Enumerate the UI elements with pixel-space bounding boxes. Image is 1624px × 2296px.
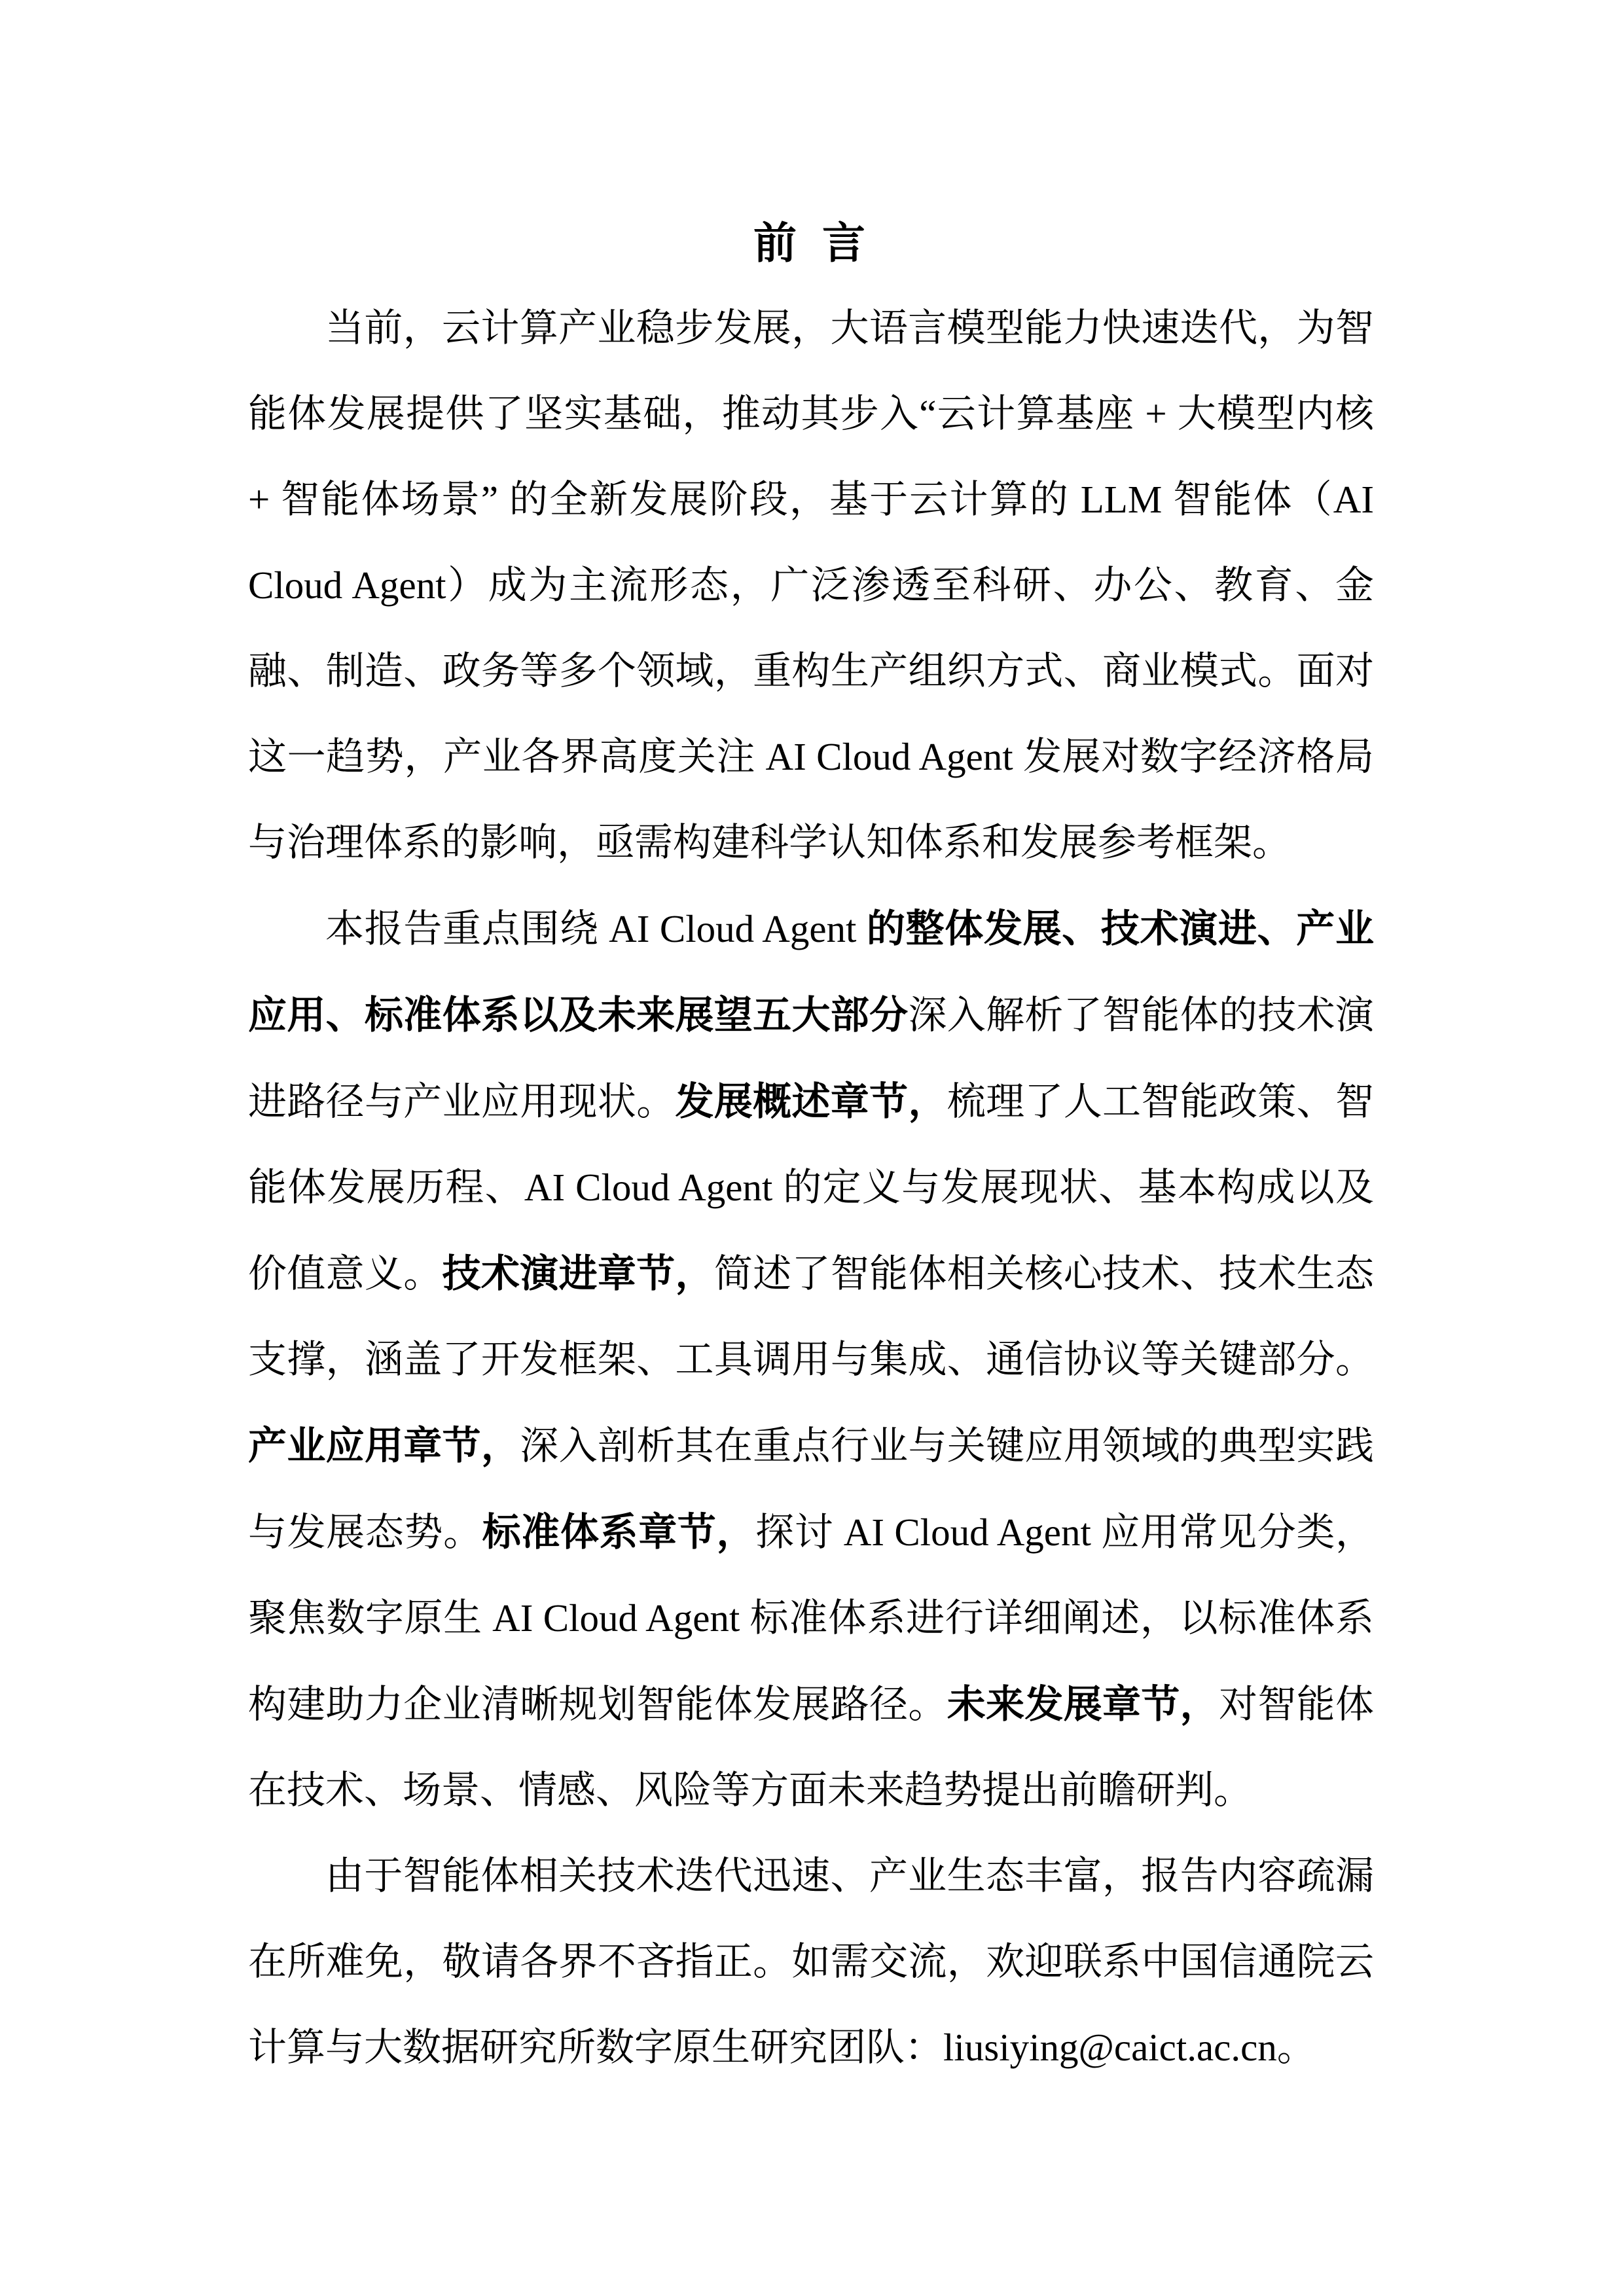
chapter-standards-text: 探讨 AI Cloud Agent 应用常见分类，聚焦数字原生 AI Cloud Agent 标准体系进行详细阐述，以标准体系构建助力企业清晰规划智能体发展路径。 — [248, 1511, 1374, 1726]
chapter-industry-heading: 产业应用章节， — [248, 1423, 520, 1468]
contact-end-punctuation: 。 — [1276, 2026, 1316, 2069]
preface-paragraph-1: 当前，云计算产业稳步发展，大语言模型能力快速迭代，为智能体发展提供了坚实基础，推动其步入“云计算基座 + 大模型内核 + 智能体场景” 的全新发展阶段，基于云计算的 LLM 智能体（AI Cloud Agent）成为主流形态，广泛渗透至科研、办公、教育、金融、制造、政务等多个领域，重构生产组织方式、商业模式。面对这一趋势，产业各界高度关注 AI Cloud Agent 发展对数字经济格局与治理体系的影响，亟需构建科学认知体系和发展参考框架。 — [248, 306, 1374, 864]
chapter-future-heading: 未来发展章节， — [947, 1681, 1219, 1727]
report-intro-text: 本报告重点围绕 AI Cloud Agent — [325, 907, 867, 950]
chapter-industry-text: 深入剖析其在重点行业与关键应用领域的典型实践与发展态势。 — [248, 1424, 1374, 1554]
chapter-future-text: 对智能体在技术、场景、情感、风险等方面未来趋势提出前瞻研判。 — [248, 1683, 1374, 1812]
page-title: 前 言 — [753, 218, 871, 268]
chapter-technology-text: 简述了智能体相关核心技术、技术生态支撑，涵盖了开发框架、工具调用与集成、通信协议等关键部分。 — [248, 1252, 1374, 1381]
contact-text: 由于智能体相关技术迭代迅速、产业生态丰富，报告内容疏漏在所难免，敬请各界不吝指正。如需交流，欢迎联系中国信通院云计算与大数据研究所数字原生研究团队： — [248, 1854, 1374, 2069]
contact-email: liusiying@caict.ac.cn — [943, 2026, 1277, 2069]
chapter-overview-text: 梳理了人工智能政策、智能体发展历程、AI Cloud Agent 的定义与发展现状、基本构成以及价值意义。 — [248, 1080, 1374, 1295]
report-summary-text: 深入解析了智能体的技术演进路径与产业应用现状。 — [248, 994, 1374, 1123]
chapter-technology-heading: 技术演进章节， — [442, 1251, 714, 1296]
chapter-standards-heading: 标准体系章节， — [482, 1509, 756, 1554]
preface-paragraph-2 — [248, 886, 1374, 1833]
preface-body — [248, 285, 1374, 2090]
preface-paragraph-3 — [248, 1833, 1374, 2090]
chapter-overview-heading: 发展概述章节， — [675, 1079, 947, 1124]
report-scope-text: 的整体发展、技术演进、产业应用、标准体系以及未来展望五大部分 — [248, 906, 1374, 1037]
